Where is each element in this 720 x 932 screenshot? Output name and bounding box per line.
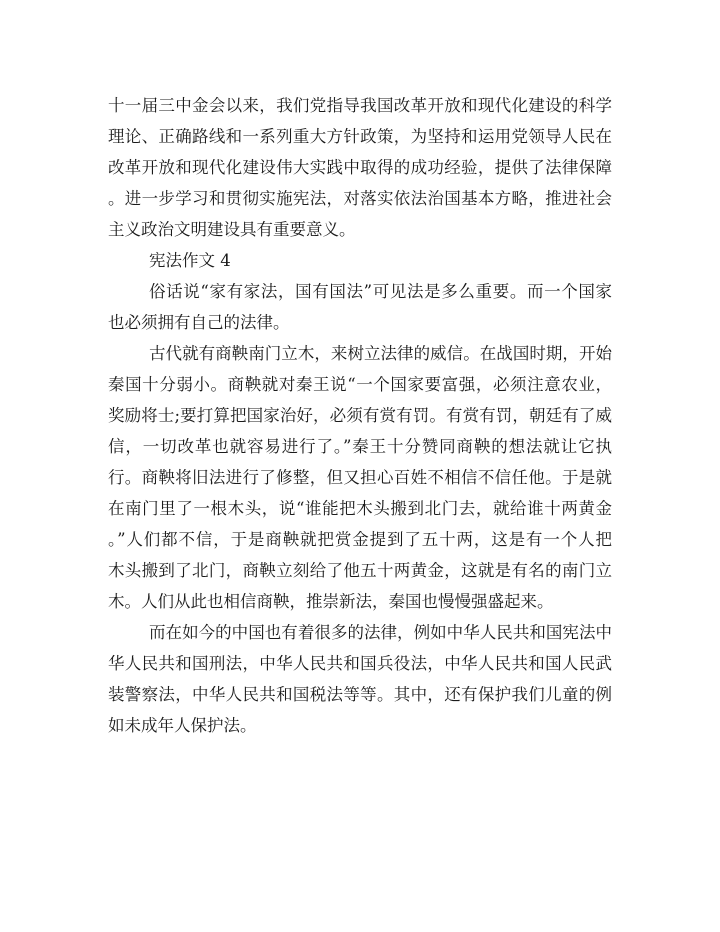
text-line: 。”人们都不信，于是商鞅就把赏金提到了五十两，这是有一个人把 — [108, 530, 612, 549]
text-line: 木。人们从此也相信商鞅，推崇新法，秦国也慢慢强盛起来。 — [108, 592, 554, 611]
text-line: 俗话说“家有家法，国有国法”可见法是多么重要。而一个国家 — [149, 282, 612, 301]
paragraph-2 — [108, 276, 612, 338]
text-line: 如未成年人保护法。 — [108, 716, 257, 735]
text-line: 也必须拥有自己的法律。 — [108, 313, 290, 332]
section-heading: 宪法作文 4 — [149, 251, 231, 270]
text-line: 信，一切改革也就容易进行了。”秦王十分赞同商鞅的想法就让它执 — [108, 437, 612, 456]
text-line: 木头搬到了北门，商鞅立刻给了他五十两黄金，这就是有名的南门立 — [108, 561, 612, 580]
text-line: 奖励将士;要打算把国家治好，必须有赏有罚。有赏有罚，朝廷有了威 — [108, 406, 612, 425]
paragraph-4 — [108, 617, 612, 741]
text-line: 华人民共和国刑法，中华人民共和国兵役法，中华人民共和国人民武 — [108, 654, 612, 673]
text-line: 在南门里了一根木头，说“谁能把木头搬到北门去，就给谁十两黄金 — [108, 499, 612, 518]
document-body — [108, 90, 612, 741]
text-line: 古代就有商鞅南门立木，来树立法律的威信。在战国时期，开始 — [149, 344, 612, 363]
paragraph-3 — [108, 338, 612, 617]
paragraph-1 — [108, 90, 612, 245]
text-line: 秦国十分弱小。商鞅就对秦王说“一个国家要富强，必须注意农业， — [108, 375, 612, 394]
text-line: 行。商鞅将旧法进行了修整，但又担心百姓不相信不信任他。于是就 — [108, 468, 612, 487]
text-line: 理论、正确路线和一系列重大方针政策，为坚持和运用党领导人民在 — [108, 127, 612, 146]
text-line: 改革开放和现代化建设伟大实践中取得的成功经验，提供了法律保障 — [108, 158, 612, 177]
text-line: 。进一步学习和贯彻实施宪法，对落实依法治国基本方略，推进社会 — [108, 189, 612, 208]
text-line: 装警察法，中华人民共和国税法等等。其中，还有保护我们儿童的例 — [108, 685, 612, 704]
text-line: 十一届三中金会以来，我们党指导我国改革开放和现代化建设的科学 — [108, 96, 612, 115]
text-line: 主义政治文明建设具有重要意义。 — [108, 220, 356, 239]
text-line: 而在如今的中国也有着很多的法律，例如中华人民共和国宪法中 — [149, 623, 612, 642]
